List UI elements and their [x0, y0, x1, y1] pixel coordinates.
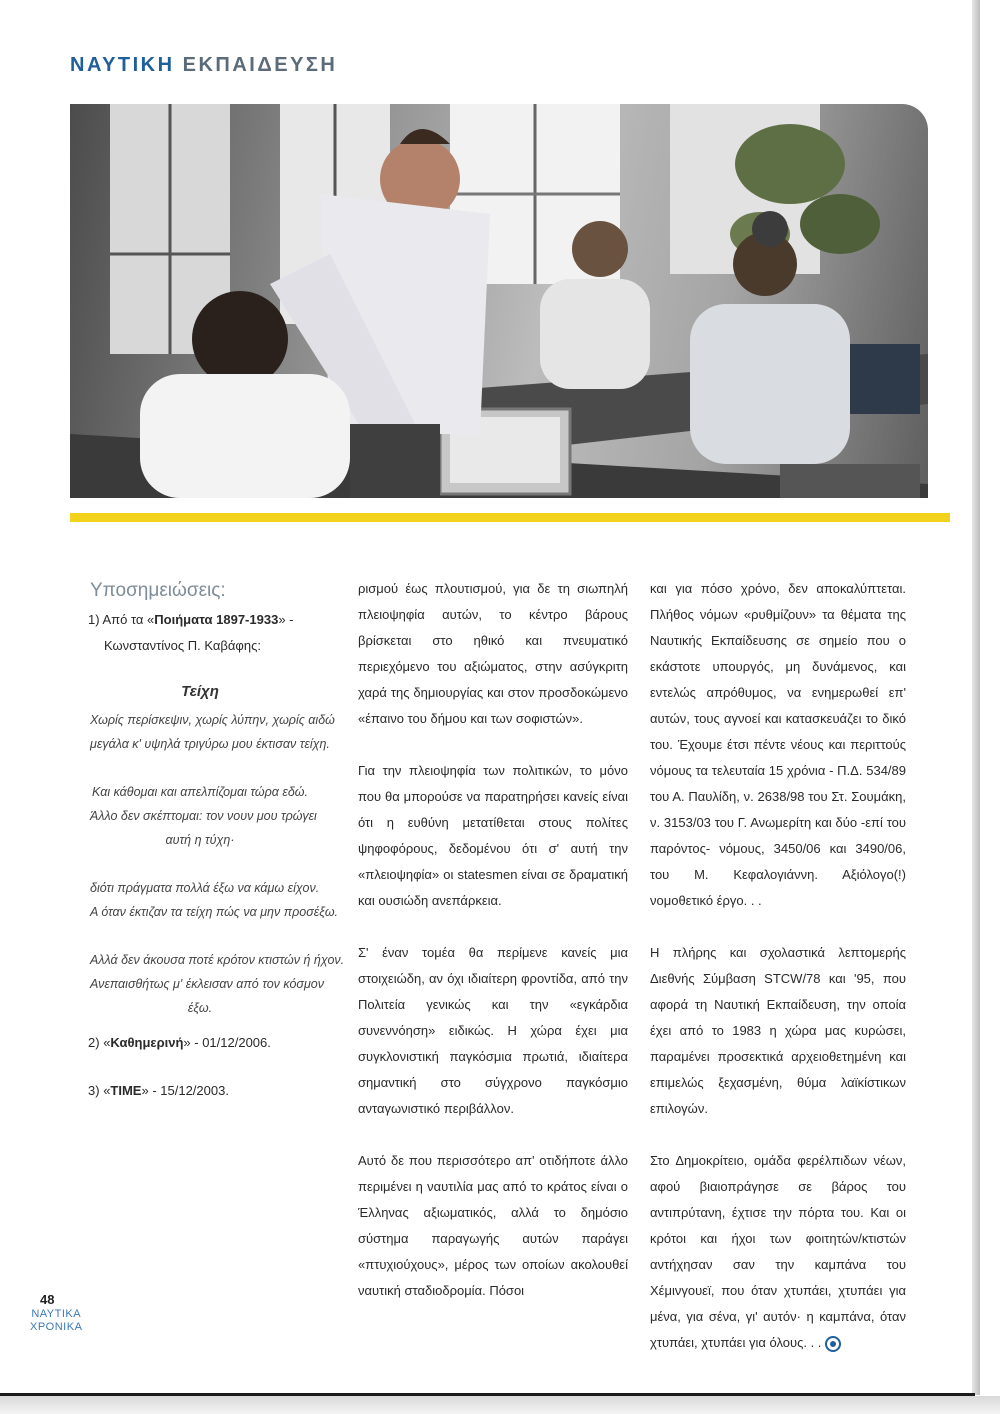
magazine-name-line2: ΧΡΟΝΙΚΑ — [30, 1321, 83, 1333]
section-title — [70, 54, 337, 77]
footnote-3-prefix: « — [103, 1083, 111, 1098]
poem-line: μεγάλα κ' υψηλά τριγύρω μου έκτισαν τείχη. — [90, 737, 330, 751]
yellow-rule — [70, 513, 950, 522]
poem-line: έξω. — [187, 1001, 213, 1015]
scan-bottom-edge — [0, 1396, 1000, 1414]
classroom-photo — [70, 104, 928, 498]
poem-stanza-4 — [90, 948, 345, 1020]
article-closing-text: Στο Δημοκρίτειο, ομάδα φερέλπιδων νέων, αφού βιαιοπράγησε σε βάρος του αντιπρύτανη, έχτισε την πόρτα του. Και οι κρότοι και ήχοι των φοιτητών/κτιστών αντήχησαν σαν την καμπάνα του Χέμινγουεϊ, που όταν χτυπάει, χτυπάει για μένα, για σένα, γι' αυτόν· η καμπάνα, όταν χτυπάει, χτυπάει για όλους. . . — [650, 1153, 906, 1350]
footnote-3 — [88, 1078, 229, 1104]
poem — [90, 680, 345, 1044]
footnote-3-suffix: » - 15/12/2003. — [141, 1083, 229, 1098]
section-title-rest: ΕΚΠΑΙΔΕΥΣΗ — [174, 54, 338, 76]
article-paragraph: Για την πλειοψηφία των πολιτικών, το μόνο που θα μπορούσε να παρατηρήσει κανείς είναι ότι η ευθύνη μετατίθεται στους πολίτες ψηφοφόρους, δεδομένου ότι σ' αυτή την «πλειοψηφία» οι statesmen είναι σε δραματική και ουσιώδη ανεπάρκεια. — [358, 763, 628, 908]
poem-line: Αλλά δεν άκουσα ποτέ κρότον κτιστών ή ήχον. — [90, 953, 345, 967]
poem-line: διότι πράγματα πολλά έξω να κάμω είχον. — [90, 881, 320, 895]
poem-line: Χωρίς περίσκεψιν, χωρίς λύπην, χωρίς αιδώ — [90, 713, 335, 727]
poem-line: Ανεπαισθήτως μ' έκλεισαν από τον κόσμον — [90, 977, 325, 991]
footnote-1-number: 1) — [88, 612, 100, 627]
footnote-2-number: 2) — [88, 1035, 100, 1050]
section-title-accent: ΝΑΥΤΙΚΗ — [70, 54, 175, 76]
article-paragraph: Αυτό δε που περισσότερο απ' οτιδήποτε άλλο περιμένει η ναυτιλία μας από το κράτος είναι ο Έλληνας αξιωματικός, αλλά το δημόσιο σύστημα παραγωγής αυτών παράγει «πτυχιούχους», μέρος των οποίων ακολουθεί ναυτική σταδιοδρομία. Πόσοι — [358, 1153, 628, 1298]
article-paragraph: και για πόσο χρόνο, δεν αποκαλύπτεται. Πλήθος νόμων «ρυθμίζουν» τα θέματα της Ναυτικής Εκπαίδευσης σε σημείο που ο εκάστοτε υπουργός, μη δυνάμενος, και εντελώς απρόθυμος, να ενημερωθεί επ' αυτών, τους αγνοεί και κατασκευάζει το δικό του. Έχουμε έτσι πέντε νέους και περιττούς νόμους τα τελευταία 15 χρόνια - Π.Δ. 534/89 του Α. Παυλίδη, ν. 2638/98 του Στ. Σουμάκη, ν. 3153/03 του Γ. Ανωμερίτη και δύο -επί του παρόντος- νόμους, 3450/06 και 3490/06, του Μ. Κεφαλογιάννη. Αξιόλογο(!) νομοθετικό έργο. . . — [650, 581, 906, 908]
article-paragraph: ρισμού έως πλουτισμού, για δε τη σιωπηλή πλειοψηφία αυτών, το κέντρο βάρους βρίσκεται στο ηθικό και πνευματικό περιεχόμενο του αξιώματος, στην ασύγκριτη χαρά της δημιουργίας και στον προσδοκώμενο «έπαινο του δήμου και των σοφιστών». — [358, 581, 628, 726]
poem-stanza-3 — [90, 876, 339, 924]
article-closing-paragraph — [650, 1148, 906, 1356]
poem-line: Α όταν έκτιζαν τα τείχη πώς να μην προσέξω. — [90, 905, 339, 919]
magazine-name-line1: ΝΑΥΤΙΚΑ — [31, 1308, 82, 1320]
poem-stanza-2 — [90, 780, 317, 852]
poem-title: Τείχη — [181, 683, 219, 700]
footnote-2-suffix: » - 01/12/2006. — [183, 1035, 271, 1050]
footnote-1-author: Κωνσταντίνος Π. Καβάφης: — [104, 638, 261, 653]
poem-line: Και κάθομαι και απελπίζομαι τώρα εδώ. — [92, 785, 308, 799]
footnote-2 — [88, 1030, 271, 1056]
end-of-article-icon — [825, 1336, 841, 1352]
footnote-1 — [88, 607, 308, 659]
poem-stanza-1 — [90, 708, 335, 756]
footnote-1-work: Ποιήματα 1897-1933 — [154, 612, 279, 627]
footnote-1-suffix: » - — [278, 612, 294, 627]
footnote-2-work: Καθημερινή — [110, 1035, 184, 1050]
footnote-3-work: TIME — [110, 1083, 142, 1098]
footnotes-heading: Υποσημειώσεις: — [90, 580, 226, 601]
poem-line: Άλλο δεν σκέπτομαι: τον νουν μου τρώγει — [90, 809, 317, 823]
page-number: 48 — [40, 1292, 55, 1307]
footnote-2-prefix: « — [103, 1035, 111, 1050]
article-column-right — [650, 576, 906, 1382]
article-column-middle — [358, 576, 628, 1330]
article-paragraph: Η πλήρης και σχολαστικά λεπτομερής Διεθνής Σύμβαση STCW/78 και '95, που αφορά τη Ναυτική Εκπαίδευση, την οποία έχει από το 1983 η χώρα μας κυρώσει, παραμένει προσεκτικά αρχειοθετημένη και επιμελώς ξεχασμένη, θύμα λαϊκίστικων επιλογών. — [650, 945, 906, 1116]
article-paragraph: Σ' έναν τομέα θα περίμενε κανείς μια στοιχειώδη, αν όχι ιδιαίτερη φροντίδα, από την Πολιτεία γενικώς και την «εγκάρδια συνεννόηση» ειδικώς. Η χώρα έχει μια συγκλονιστική παγκόσμια πρωτιά, ιδιαίτερα σημαντική στο σύγχρονο παγκόσμιο ανταγωνιστικό περιβάλλον. — [358, 945, 628, 1116]
footnote-3-number: 3) — [88, 1083, 100, 1098]
footnote-1-prefix: Από τα « — [102, 612, 155, 627]
poem-line: αυτή η τύχη· — [165, 833, 235, 847]
magazine-name — [30, 1308, 82, 1334]
page-edge — [972, 0, 980, 1395]
